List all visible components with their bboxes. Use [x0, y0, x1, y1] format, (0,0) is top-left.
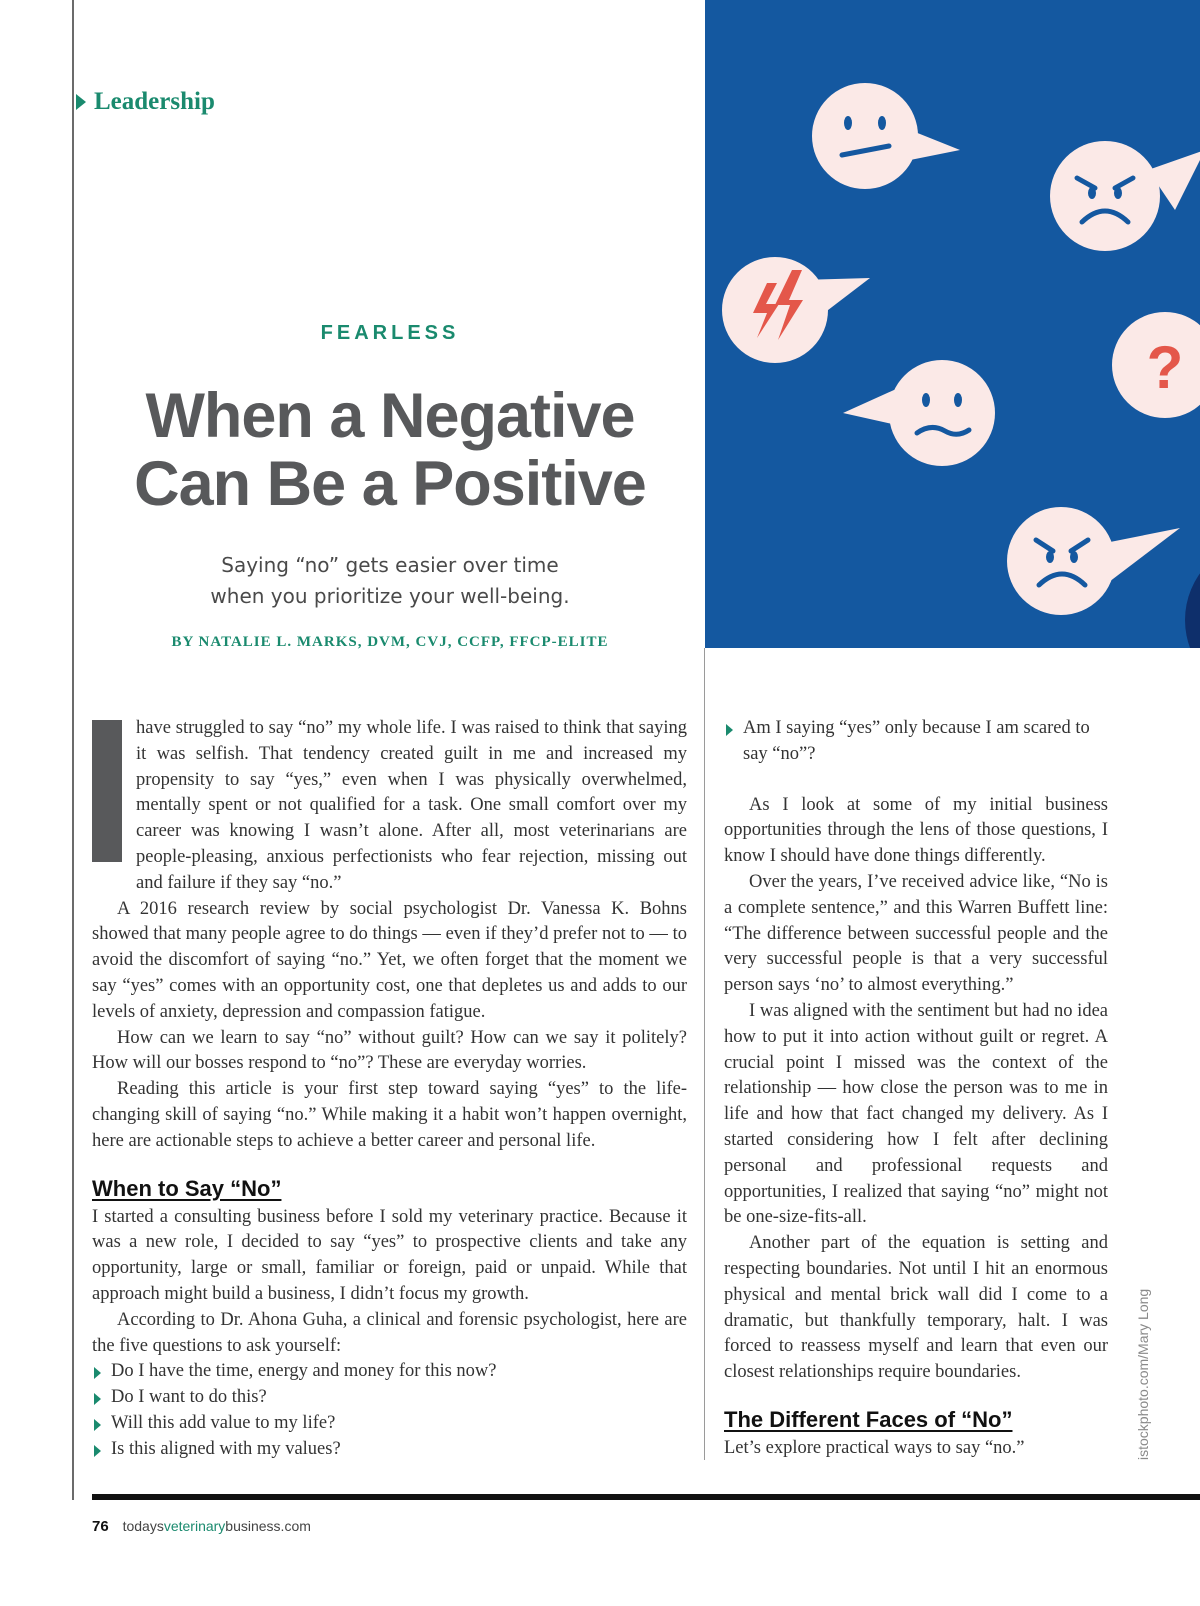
paragraph: I was aligned with the sentiment but had no idea how to put it into action without guilt or regret. A crucial point I missed was the context of the relationship — how close the person was to me in life and how that fact changed my delivery. As I started considering how I felt after declining personal and professional requests and opportunities, I realized that saying “no” might not be one-size-fits-all. — [724, 1000, 1108, 1228]
partial-dark-circle-icon — [1185, 540, 1200, 648]
title-line-2: Can Be a Positive — [134, 449, 646, 519]
list-item: Is this aligned with my values? — [92, 1437, 687, 1463]
paragraph: I started a consulting business before I sold my veterinary practice. Because it was a new role, I decided to say “yes” to prospective clients and take any opportunity, large or small, familiar or foreign, paid or unpaid. While that approach might build a business, I didn’t focus my growth. — [92, 1206, 687, 1304]
hero-illustration — [705, 0, 1200, 648]
list-item: Do I want to do this? — [92, 1385, 687, 1411]
paragraph: Let’s explore practical ways to say “no.” — [724, 1437, 1025, 1458]
column-right — [724, 716, 1108, 1462]
neutral-face-bubble-icon — [812, 83, 960, 189]
deck-line-1: Saying “no” gets easier over time — [221, 553, 559, 577]
question-list-continued — [724, 716, 1108, 768]
subhead: When to Say “No” — [92, 1175, 282, 1201]
angry-face-bubble-icon — [1050, 141, 1200, 251]
paragraph: As I look at some of my initial business opportunities through the lens of those questions, I know I should have done things differently. — [724, 794, 1108, 867]
drop-cap-spacer — [92, 716, 136, 871]
list-item: Do I have the time, energy and money for this now? — [92, 1359, 687, 1385]
lightning-bubble-icon — [722, 257, 870, 363]
uneasy-face-bubble-icon — [843, 360, 995, 466]
section-arrow-icon — [76, 94, 86, 110]
angry-face-bubble-bottom-icon — [1007, 507, 1180, 615]
list-item: Will this add value to my life? — [92, 1411, 687, 1437]
deck — [90, 550, 690, 612]
paragraph: Another part of the equation is setting and respecting boundaries. Not until I hit an enormous physical and mental brick wall did I come to a dramatic, but thankfully temporary, halt. I was forced to reassess myself and learn that even our closest relationships require boundaries. — [724, 1233, 1108, 1383]
subhead: The Different Faces of “No” — [724, 1406, 1013, 1432]
svg-text:?: ? — [1146, 334, 1184, 401]
section-label — [76, 88, 215, 116]
left-margin-rule — [72, 0, 74, 1500]
paragraph: Over the years, I’ve received advice like, “No is a complete sentence,” and this Warren Buffett line: “The difference between successful people and the very successful people is that a very successful person says ‘no’ to almost everything.” — [724, 871, 1108, 996]
title-line-1: When a Negative — [145, 381, 635, 451]
column-left — [92, 716, 687, 1463]
section-label-text: Leadership — [94, 88, 215, 115]
site-url[interactable]: todaysveterinarybusiness.com — [122, 1518, 311, 1534]
speech-bubbles-illustration — [705, 0, 1200, 648]
list-item: Am I saying “yes” only because I am scared to say “no”? — [724, 716, 1108, 768]
byline: BY NATALIE L. MARKS, DVM, CVJ, CCFP, FFCP-ELITE — [171, 634, 609, 650]
question-bubble-icon — [1112, 312, 1200, 418]
question-list — [92, 1359, 687, 1462]
column-divider — [704, 648, 705, 1460]
paragraph: According to Dr. Ahona Guha, a clinical and forensic psychologist, here are the five questions to ask yourself: — [92, 1309, 687, 1356]
footer — [92, 1518, 311, 1535]
paragraph: have struggled to say “no” my whole life. I was raised to think that saying it was selfish. That tendency created guilt in me and increased my propensity to say “yes,” even when I was physically overwhelmed, mentally spent or not qualified for a task. One small comfort over my career was knowing I wasn’t alone. After all, most veterinarians are people-pleasing, anxious perfectionists who fear rejection, missing out and failure if they say “no.” — [136, 718, 687, 893]
paragraph: Reading this article is your first step toward saying “yes” to the life-changing skill of saying “no.” While making it a habit won’t happen overnight, here are actionable steps to achieve a better career and personal life. — [92, 1079, 687, 1151]
footer-rule — [92, 1494, 1200, 1500]
paragraph: A 2016 research review by social psychologist Dr. Vanessa K. Bohns showed that many people agree to do things — even if they’d prefer not to — to avoid the discomfort of saying “no.” Yet, we often forget that the moment we say “yes” comes with an opportunity cost, one that depletes us and adds to our levels of anxiety, depression and compassion fatigue. — [92, 898, 687, 1022]
article-title — [90, 382, 690, 518]
kicker: FEARLESS — [320, 322, 460, 344]
deck-line-2: when you prioritize your well-being. — [210, 584, 570, 608]
page-number: 76 — [92, 1518, 109, 1535]
paragraph: How can we learn to say “no” without guilt? How can we say it politely? How will our bosses respond to “no”? These are everyday worries. — [92, 1027, 687, 1074]
photo-credit: istockphoto.com/Mary Long — [1135, 1288, 1151, 1460]
